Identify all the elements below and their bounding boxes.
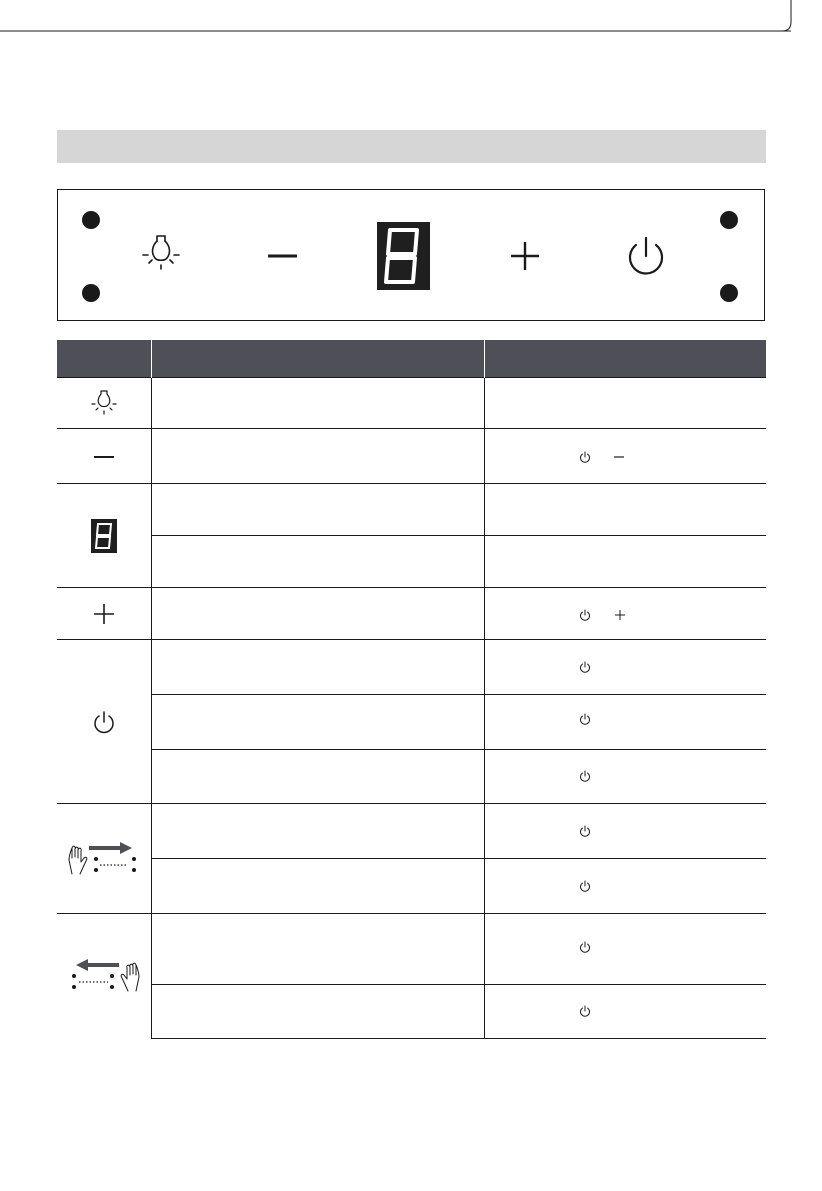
table-row — [57, 429, 766, 484]
action-cell — [484, 640, 766, 695]
lightbulb-icon — [143, 236, 179, 269]
header-description — [151, 340, 484, 378]
hand-swipe-right-icon — [66, 840, 142, 878]
power-icon — [579, 1004, 591, 1018]
description-cell — [151, 640, 484, 695]
description-cell — [151, 914, 484, 985]
minus-icon — [613, 455, 625, 459]
action-cell — [484, 804, 766, 859]
seven-segment-display-icon — [377, 222, 430, 290]
action-cell — [484, 536, 766, 588]
control-function-table — [57, 340, 766, 1039]
mounting-screw-icon — [720, 284, 738, 302]
control-panel-illustration — [57, 189, 765, 321]
table-row — [57, 914, 766, 985]
symbol-cell — [57, 804, 151, 914]
action-cell — [484, 378, 766, 429]
power-icon — [579, 824, 591, 838]
table-row — [57, 640, 766, 695]
table-row — [57, 985, 766, 1039]
table-row — [57, 695, 766, 750]
description-cell — [151, 536, 484, 588]
table-row — [57, 588, 766, 640]
description-cell — [151, 750, 484, 804]
mounting-screw-icon — [720, 211, 738, 229]
symbol-cell — [57, 484, 151, 588]
action-cell — [484, 859, 766, 914]
action-cell — [484, 914, 766, 985]
action-cell — [484, 588, 766, 640]
power-icon — [630, 238, 662, 273]
power-icon — [579, 450, 591, 464]
power-icon — [579, 608, 591, 622]
symbol-cell — [57, 378, 151, 429]
action-cell — [484, 985, 766, 1039]
power-icon — [92, 709, 116, 735]
crop-mark — [0, 0, 822, 60]
table-row — [57, 859, 766, 914]
lightbulb-icon — [91, 388, 117, 418]
table-header-row — [57, 340, 766, 378]
header-symbol — [57, 340, 151, 378]
symbol-cell — [57, 429, 151, 484]
mounting-screw-icon — [82, 284, 100, 302]
header-action — [484, 340, 766, 378]
minus-icon — [93, 452, 115, 462]
action-cell — [484, 429, 766, 484]
description-cell — [151, 588, 484, 640]
symbol-cell — [57, 914, 151, 1039]
mounting-screw-icon — [82, 211, 100, 229]
action-cell — [484, 484, 766, 536]
power-icon — [579, 769, 591, 783]
symbol-cell — [57, 640, 151, 804]
power-icon — [579, 879, 591, 893]
plus-icon — [511, 242, 539, 270]
description-cell — [151, 484, 484, 536]
action-cell — [484, 750, 766, 804]
description-cell — [151, 695, 484, 750]
power-icon — [579, 940, 591, 954]
description-cell — [151, 804, 484, 859]
description-cell — [151, 859, 484, 914]
section-heading-bar — [57, 130, 766, 163]
table-row — [57, 536, 766, 588]
plus-icon — [93, 603, 115, 625]
table-row — [57, 378, 766, 429]
description-cell — [151, 429, 484, 484]
power-icon — [579, 660, 591, 674]
table-row — [57, 804, 766, 859]
plus-icon — [615, 610, 625, 620]
table-row — [57, 484, 766, 536]
action-cell — [484, 695, 766, 750]
seven-segment-display-icon — [91, 519, 117, 553]
hand-swipe-left-icon — [66, 957, 142, 995]
table-row — [57, 750, 766, 804]
description-cell — [151, 985, 484, 1039]
power-icon — [579, 712, 591, 726]
symbol-cell — [57, 588, 151, 640]
description-cell — [151, 378, 484, 429]
